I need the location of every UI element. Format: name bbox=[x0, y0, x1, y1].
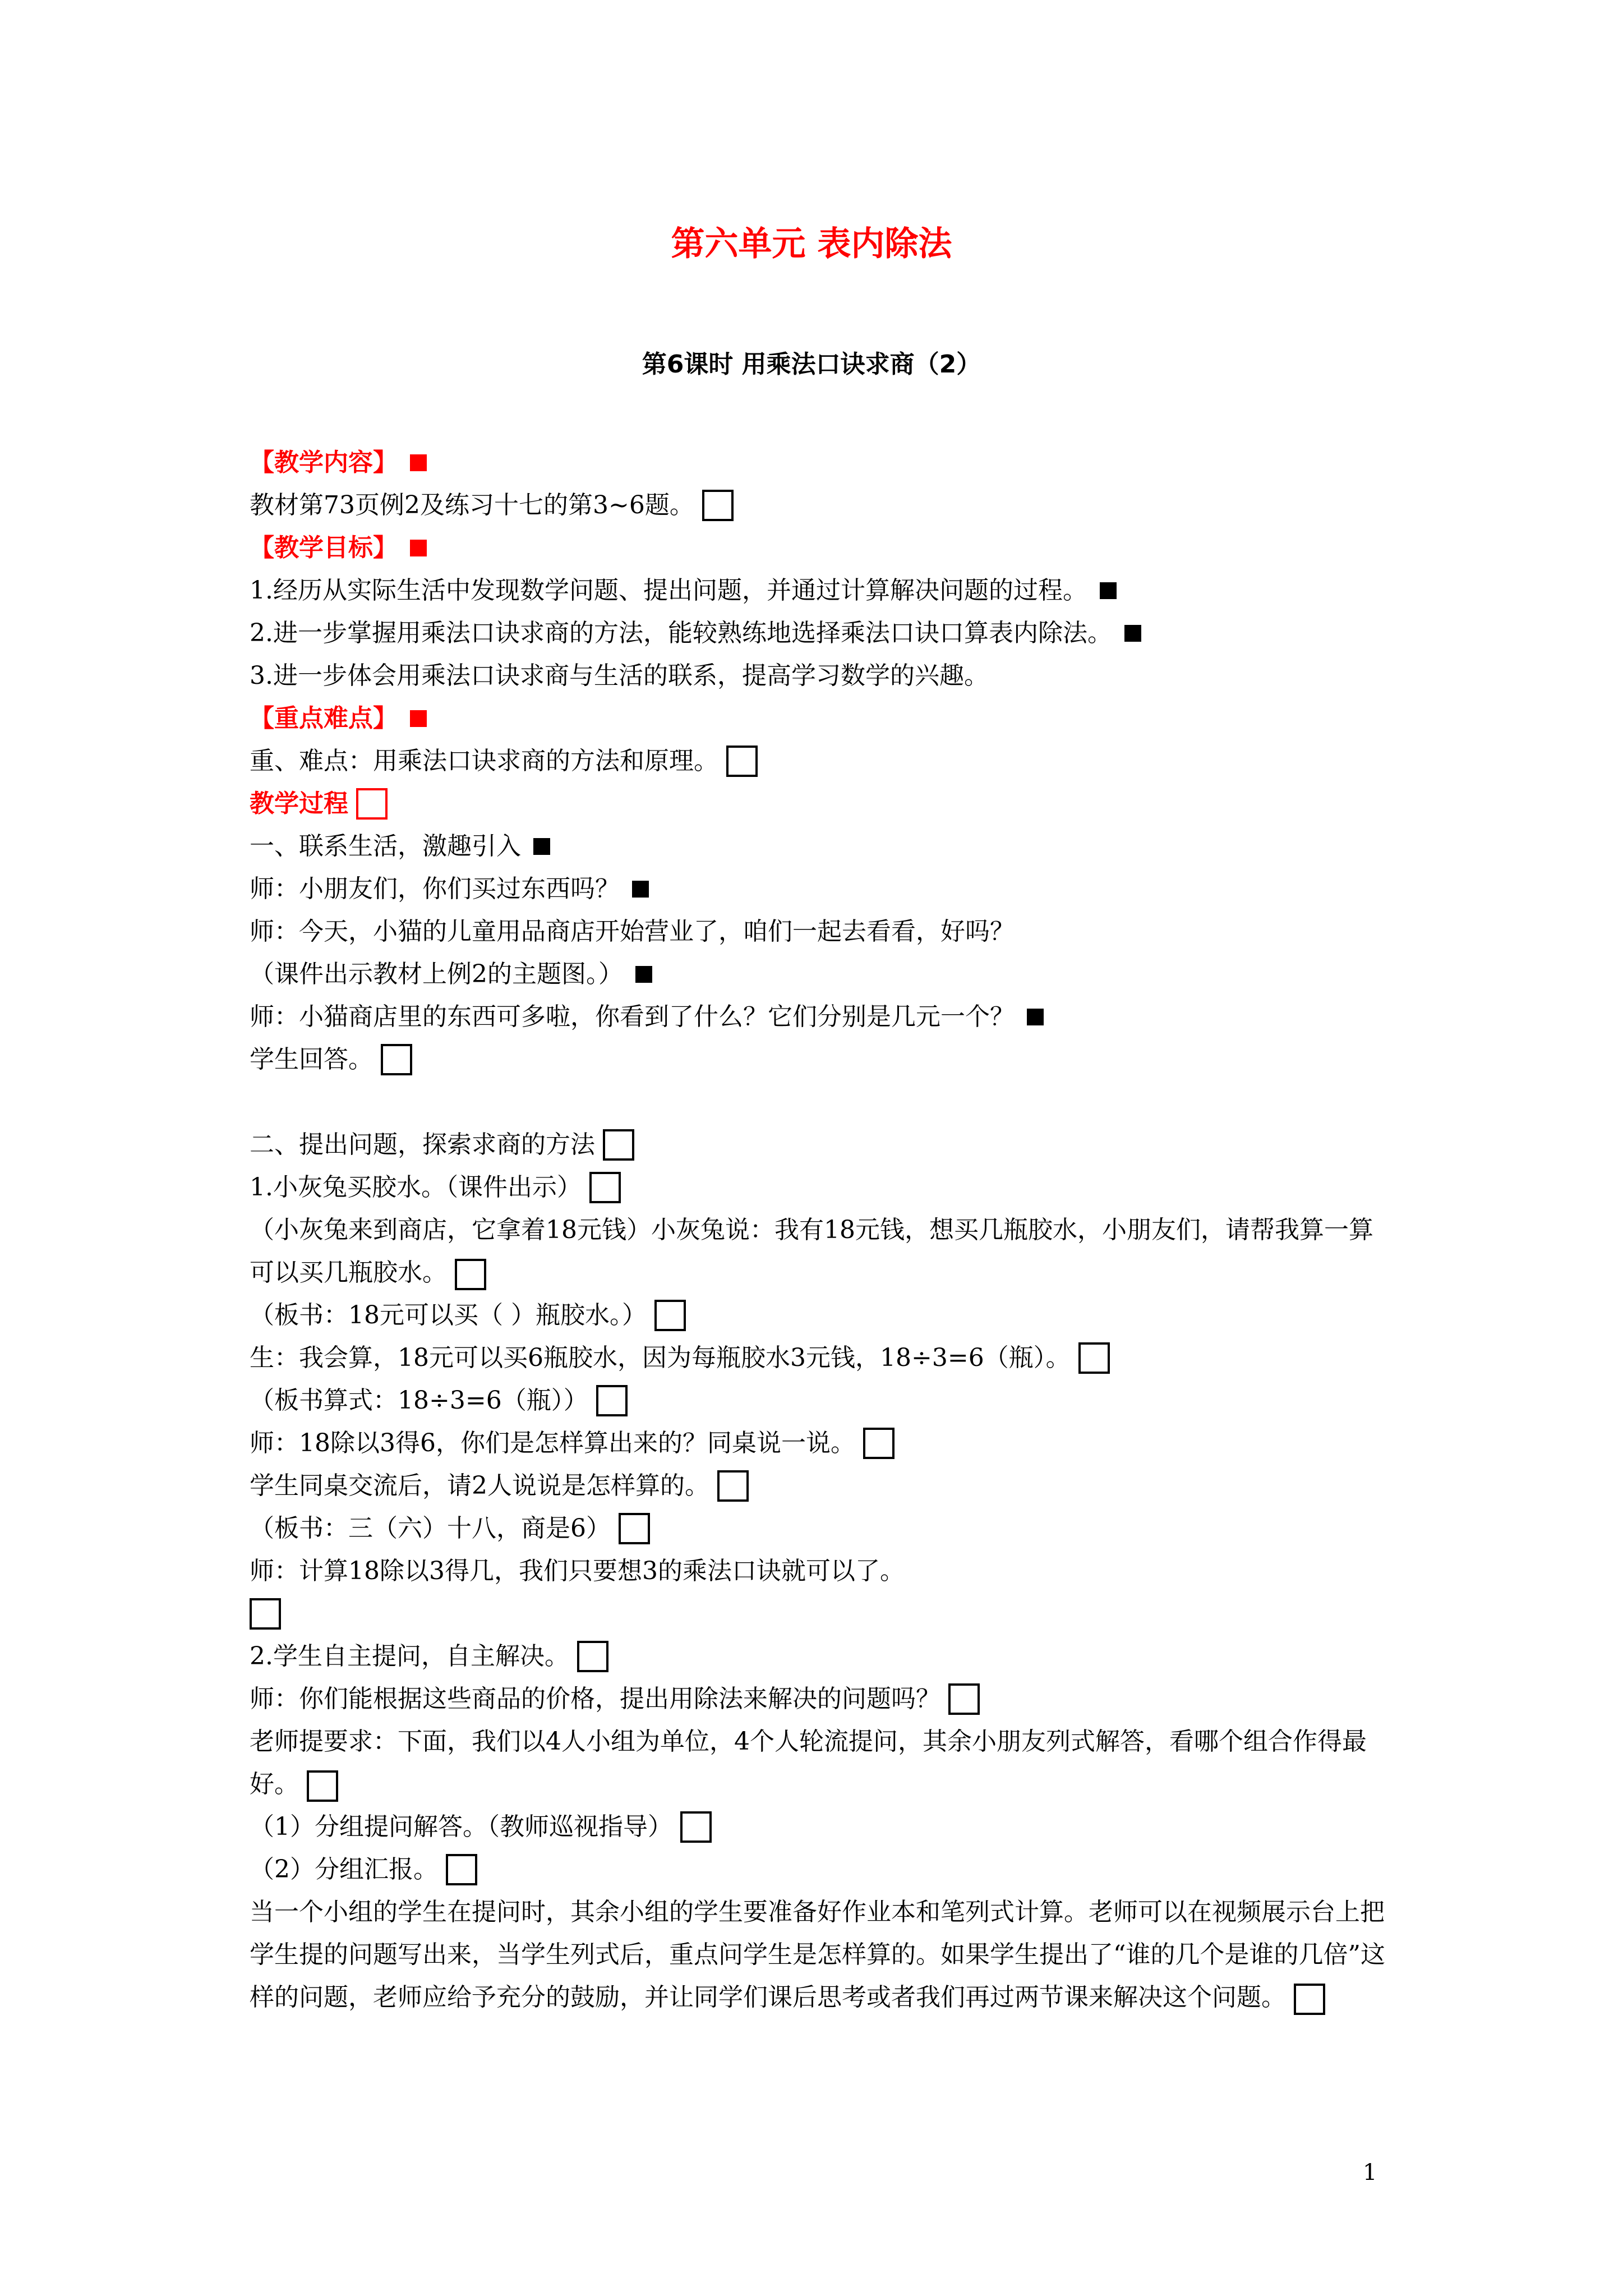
line-text: 教材第73页例2及练习十七的第3~6题。 bbox=[250, 491, 694, 519]
text-line bbox=[250, 1166, 1394, 1209]
text-line bbox=[250, 996, 1394, 1038]
line-text: 当一个小组的学生在提问时，其余小组的学生要准备好作业本和笔列式计算。老师可以在视频展示台上把学生提的问题写出来，当学生列式后，重点问学生是怎样算的。如果学生提出了“谁的几个是谁的几倍”这样的问题，老师应给予充分的鼓励，并让同学们课后思考或者我们再过两节课来解决这个问题。 bbox=[250, 1898, 1385, 2012]
line-text: 生：我会算，18元可以买6瓶胶水，因为每瓶胶水3元钱，18÷3=6（瓶）。 bbox=[250, 1343, 1071, 1372]
red-empty-box-icon bbox=[356, 788, 388, 820]
line-text: 师：今天，小猫的儿童用品商店开始营业了，咱们一起去看看，好吗？ bbox=[250, 917, 1015, 946]
text-line bbox=[250, 740, 1394, 783]
empty-box-icon bbox=[680, 1811, 712, 1843]
line-text: 二、提出问题，探索求商的方法 bbox=[250, 1130, 595, 1159]
text-line bbox=[250, 1209, 1394, 1294]
line-text: 老师提要求：下面，我们以4人小组为单位，4个人轮流提问，其余小朋友列式解答，看哪个组合作得最好。 bbox=[250, 1727, 1367, 1798]
red-square-mark-icon bbox=[410, 454, 427, 471]
text-line bbox=[250, 1379, 1394, 1422]
lesson-subtitle: 第6课时 用乘法口诀求商（2） bbox=[642, 350, 981, 379]
black-square-mark-icon bbox=[533, 838, 550, 855]
empty-box-icon bbox=[948, 1683, 980, 1715]
text-line bbox=[250, 910, 1394, 953]
empty-box-icon bbox=[654, 1300, 686, 1331]
page-number: 1 bbox=[1363, 2160, 1377, 2185]
black-square-mark-icon bbox=[632, 881, 649, 898]
text-line bbox=[250, 1593, 1394, 1635]
line-text: 师：小猫商店里的东西可多啦，你看到了什么？它们分别是几元一个？ bbox=[250, 1002, 1015, 1031]
empty-box-icon bbox=[381, 1044, 412, 1075]
empty-box-icon bbox=[307, 1770, 338, 1802]
line-text: 师：18除以3得6，你们是怎样算出来的？同桌说一说。 bbox=[250, 1429, 855, 1457]
line-text: （小灰兔来到商店，它拿着18元钱）小灰兔说：我有18元钱，想买几瓶胶水，小朋友们，请帮我算一算可以买几瓶胶水。 bbox=[250, 1216, 1373, 1287]
line-text: 1.小灰兔买胶水。（课件出示） bbox=[250, 1173, 582, 1202]
text-line bbox=[250, 1038, 1394, 1081]
line-text: 学生回答。 bbox=[250, 1045, 373, 1074]
line-text: （1）分组提问解答。（教师巡视指导） bbox=[250, 1812, 672, 1841]
line-text: 2.进一步掌握用乘法口诀求商的方法，能较熟练地选择乘法口诀口算表内除法。 bbox=[250, 619, 1112, 647]
empty-box-icon bbox=[455, 1259, 486, 1290]
text-line bbox=[250, 1806, 1394, 1848]
empty-box-icon bbox=[596, 1385, 628, 1416]
empty-box-icon bbox=[717, 1470, 749, 1502]
empty-box-icon bbox=[1078, 1342, 1110, 1374]
red-square-mark-icon bbox=[410, 710, 427, 727]
text-line bbox=[250, 1848, 1394, 1891]
black-square-mark-icon bbox=[1100, 582, 1117, 599]
empty-box-icon bbox=[446, 1854, 477, 1885]
text-line bbox=[250, 825, 1394, 868]
black-square-mark-icon bbox=[1027, 1009, 1044, 1025]
text-line bbox=[250, 1678, 1394, 1720]
section-heading bbox=[250, 527, 1394, 569]
empty-box-icon bbox=[863, 1428, 895, 1459]
empty-box-icon bbox=[577, 1641, 608, 1672]
line-text: 【重点难点】 bbox=[250, 704, 398, 733]
line-text: 教学过程 bbox=[250, 789, 348, 818]
line-text: （板书：三（六）十八，商是6） bbox=[250, 1514, 611, 1543]
text-line bbox=[250, 1507, 1394, 1550]
line-text: 师：你们能根据这些商品的价格，提出用除法来解决的问题吗？ bbox=[250, 1685, 940, 1713]
empty-box-icon bbox=[726, 746, 758, 777]
text-line bbox=[250, 1635, 1394, 1678]
line-text: （课件出示教材上例2的主题图。） bbox=[250, 960, 623, 988]
text-line bbox=[250, 569, 1394, 612]
text-line bbox=[250, 953, 1394, 996]
line-text: 3.进一步体会用乘法口诀求商与生活的联系，提高学习数学的兴趣。 bbox=[250, 661, 989, 690]
line-text: 1.经历从实际生活中发现数学问题、提出问题，并通过计算解决问题的过程。 bbox=[250, 576, 1087, 605]
line-text: 师：小朋友们，你们买过东西吗？ bbox=[250, 875, 620, 903]
black-square-mark-icon bbox=[635, 966, 652, 983]
unit-title: 第六单元 表内除法 bbox=[671, 224, 952, 264]
empty-box-icon bbox=[1294, 1984, 1325, 2015]
section-heading bbox=[250, 697, 1394, 740]
section-heading bbox=[250, 441, 1394, 484]
text-line bbox=[250, 1550, 1394, 1593]
red-square-mark-icon bbox=[410, 540, 427, 556]
empty-box-icon bbox=[250, 1598, 281, 1630]
line-text: 师：计算18除以3得几，我们只要想3的乘法口诀就可以了。 bbox=[250, 1557, 905, 1585]
text-line bbox=[250, 1124, 1394, 1166]
empty-box-icon bbox=[702, 490, 734, 521]
text-line bbox=[250, 1891, 1394, 2019]
line-text: （2）分组汇报。 bbox=[250, 1855, 438, 1884]
line-text: （板书算式：18÷3=6（瓶）） bbox=[250, 1386, 588, 1415]
line-text: 【教学目标】 bbox=[250, 533, 398, 562]
line-text: 重、难点：用乘法口诀求商的方法和原理。 bbox=[250, 747, 718, 775]
line-text: 学生同桌交流后，请2人说说是怎样算的。 bbox=[250, 1471, 709, 1500]
line-text: （板书：18元可以买（ ）瓶胶水。） bbox=[250, 1301, 647, 1329]
text-line bbox=[250, 484, 1394, 527]
text-line bbox=[250, 1294, 1394, 1337]
text-line bbox=[250, 1337, 1394, 1379]
line-text: 一、联系生活，激趣引入 bbox=[250, 832, 521, 861]
text-line bbox=[250, 612, 1394, 655]
empty-box-icon bbox=[589, 1172, 621, 1203]
text-line bbox=[250, 868, 1394, 910]
line-text: 【教学内容】 bbox=[250, 448, 398, 477]
black-square-mark-icon bbox=[1124, 625, 1141, 642]
empty-box-icon bbox=[619, 1513, 650, 1544]
empty-box-icon bbox=[603, 1129, 634, 1161]
text-line bbox=[250, 1465, 1394, 1507]
lesson-body bbox=[250, 441, 1394, 2019]
section-heading bbox=[250, 783, 1394, 825]
line-text: 2.学生自主提问，自主解决。 bbox=[250, 1642, 569, 1671]
text-line bbox=[250, 1081, 1394, 1124]
text-line bbox=[250, 655, 1394, 697]
text-line bbox=[250, 1720, 1394, 1806]
text-line bbox=[250, 1422, 1394, 1465]
